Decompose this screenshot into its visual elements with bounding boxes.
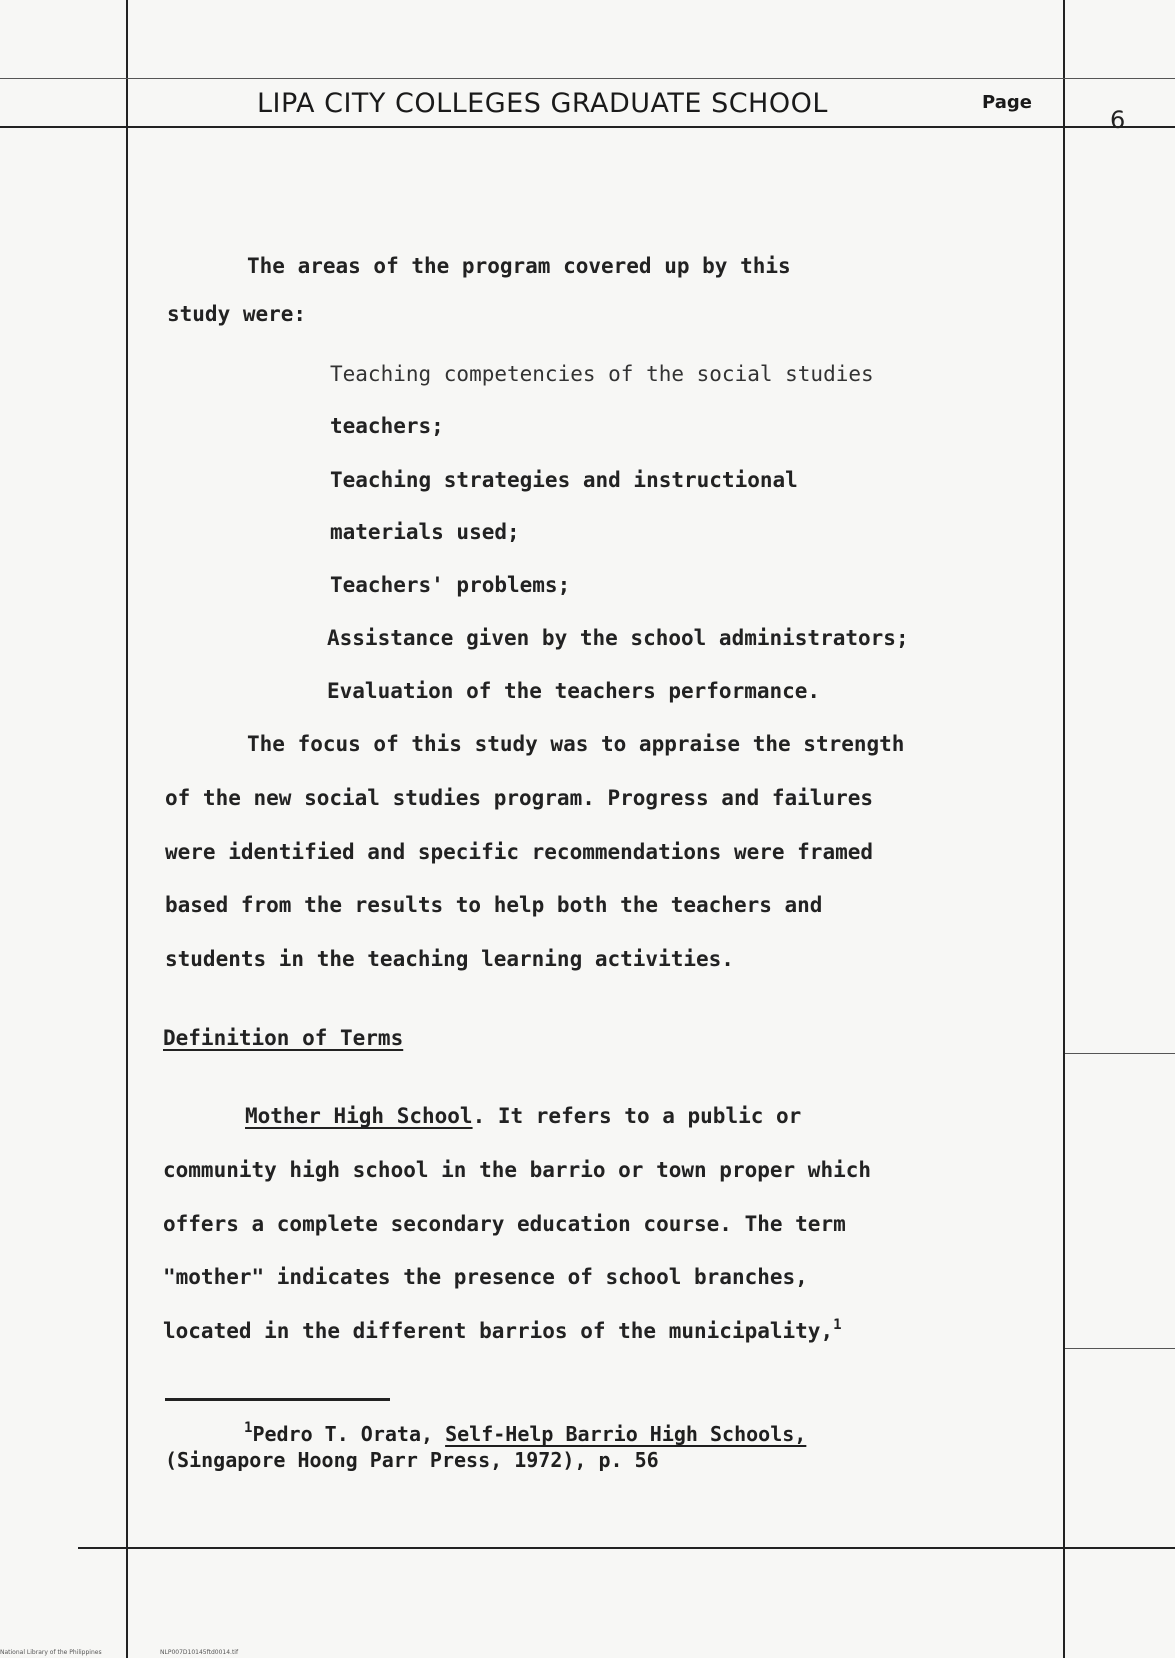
focus-line-4: based from the results to help both the teachers and	[165, 893, 823, 917]
focus-line-1: The focus of this study was to appraise the strength	[247, 732, 905, 756]
focus-line-5: students in the teaching learning activities.	[165, 947, 734, 971]
defined-term: Mother High School	[245, 1104, 473, 1128]
area-item-line-7: Evaluation of the teachers performance.	[327, 679, 821, 703]
left-margin-line	[126, 0, 128, 1658]
area-item-line-3: Teaching strategies and instructional	[330, 468, 798, 492]
scan-library-label: National Library of the Philippines	[0, 1649, 102, 1656]
area-item-line-6: Assistance given by the school administrators;	[327, 626, 909, 650]
definition-line-5: located in the different barrios of the municipality,$^1$	[163, 1317, 842, 1343]
intro-line-2: study were:	[167, 302, 307, 326]
footnote-line-2: (Singapore Hoong Parr Press, 1972), p. 56	[165, 1448, 659, 1472]
header-top-line	[0, 78, 1175, 79]
footnote-reference: 1	[833, 1317, 842, 1333]
footnote-author: Pedro T. Orata,	[252, 1422, 446, 1446]
right-margin-tick-1	[1065, 1053, 1175, 1054]
area-item-line-4: materials used;	[330, 520, 520, 544]
focus-line-3: were identified and specific recommendations were framed	[165, 840, 874, 864]
page-number: 6	[1110, 106, 1126, 134]
footnote-marker: 1	[244, 1420, 253, 1436]
focus-line-2: of the new social studies program. Progress and failures	[165, 786, 874, 810]
page-label: Page	[982, 92, 1032, 113]
footnote-line-1	[244, 1422, 806, 1446]
definition-text: . It refers to a public or	[472, 1104, 802, 1128]
section-heading: Definition of Terms	[163, 1026, 404, 1050]
intro-line-1: The areas of the program covered up by this	[247, 254, 791, 278]
definition-line-4: "mother" indicates the presence of school branches,	[163, 1265, 808, 1289]
definition-line-3: offers a complete secondary education course. The term	[163, 1212, 846, 1236]
definition-line-1	[245, 1104, 801, 1128]
right-margin-tick-2	[1065, 1348, 1175, 1349]
area-item-line-2: teachers;	[330, 414, 444, 438]
school-name-header: LIPA CITY COLLEGES GRADUATE SCHOOL	[257, 88, 828, 119]
definition-line-2: community high school in the barrio or town proper which	[163, 1158, 872, 1182]
header-bottom-line	[0, 126, 1175, 128]
right-margin-line	[1063, 0, 1065, 1658]
footnote-separator	[165, 1398, 390, 1401]
area-item-line-1: Teaching competencies of the social studies	[330, 362, 874, 386]
scan-file-label: NLP007D10145ftd0014.tif	[160, 1649, 239, 1656]
footer-line	[78, 1547, 1175, 1549]
area-item-line-5: Teachers' problems;	[330, 573, 571, 597]
footnote-book-title: Self-Help Barrio High Schools,	[445, 1422, 807, 1446]
